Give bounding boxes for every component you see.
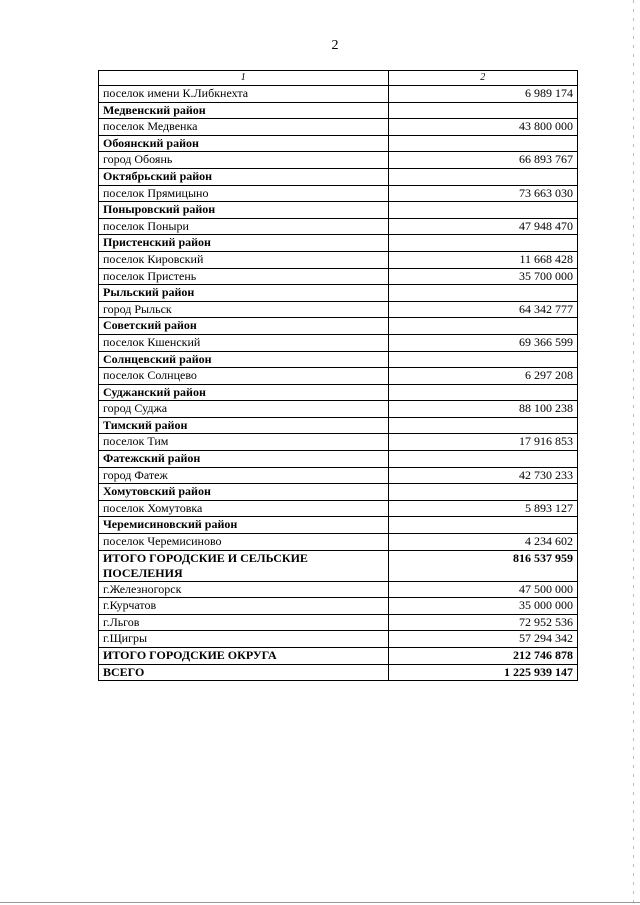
amount-cell: 73 663 030 [388,185,577,202]
district-header-row [99,384,578,401]
page-number: 2 [331,38,339,53]
settlement-name-cell: поселок Пристень [99,268,389,285]
settlement-name-cell: поселок Кировский [99,251,389,268]
table-header-row [99,71,578,86]
amount-cell [388,235,577,252]
table-row [99,251,578,268]
table-row [99,434,578,451]
amount-cell: 43 800 000 [388,119,577,136]
settlement-name-cell: Поныровский район [99,202,389,219]
amount-cell [388,318,577,335]
settlement-name-cell: город Обоянь [99,152,389,169]
table-row [99,119,578,136]
amount-cell: 6 297 208 [388,368,577,385]
amount-cell: 11 668 428 [388,251,577,268]
district-header-row [99,484,578,501]
amount-cell: 4 234 602 [388,534,577,551]
table-row [99,152,578,169]
amount-cell: 88 100 238 [388,401,577,418]
table-row [99,614,578,631]
settlement-name-cell: Пристенский район [99,235,389,252]
district-header-row [99,102,578,119]
table-row [99,581,578,598]
district-header-row [99,417,578,434]
amount-cell: 35 700 000 [388,268,577,285]
settlement-name-cell: Советский район [99,318,389,335]
amount-cell: 6 989 174 [388,86,577,103]
table-row [99,467,578,484]
table-row [99,631,578,648]
settlement-name-cell: город Фатеж [99,467,389,484]
settlement-name-cell: Тимский район [99,417,389,434]
settlement-name-cell: поселок Тим [99,434,389,451]
table-row [99,185,578,202]
total-row [99,664,578,681]
amount-cell [388,285,577,302]
settlement-name-cell: город Рыльск [99,301,389,318]
scan-bottom-edge [0,902,640,903]
amount-cell: 42 730 233 [388,467,577,484]
settlement-name-cell: Медвенский район [99,102,389,119]
settlement-name-cell: поселок имени К.Либкнехта [99,86,389,103]
district-header-row [99,168,578,185]
amount-cell: 5 893 127 [388,500,577,517]
amount-cell: 17 916 853 [388,434,577,451]
settlement-name-cell: г.Льгов [99,614,389,631]
table-row [99,268,578,285]
settlement-name-cell: Обоянский район [99,135,389,152]
amount-cell: 212 746 878 [388,648,577,665]
amount-cell: 57 294 342 [388,631,577,648]
table-row [99,500,578,517]
settlement-name-cell: г.Щигры [99,631,389,648]
settlement-name-cell: поселок Хомутовка [99,500,389,517]
scan-edge-artifact [633,0,634,905]
amount-cell [388,417,577,434]
amount-cell: 1 225 939 147 [388,664,577,681]
total-row [99,648,578,665]
amount-cell [388,168,577,185]
settlement-name-cell: поселок Черемисиново [99,534,389,551]
amount-cell: 72 952 536 [388,614,577,631]
table-row [99,86,578,103]
table-row [99,368,578,385]
amount-cell [388,135,577,152]
district-header-row [99,451,578,468]
settlement-name-cell: поселок Прямицыно [99,185,389,202]
amount-cell [388,384,577,401]
table-row [99,301,578,318]
district-header-row [99,202,578,219]
amount-cell [388,451,577,468]
table-row [99,401,578,418]
district-header-row [99,235,578,252]
settlement-name-cell: поселок Медвенка [99,119,389,136]
settlement-name-cell: Фатежский район [99,451,389,468]
amount-cell: 69 366 599 [388,334,577,351]
settlement-name-cell: поселок Солнцево [99,368,389,385]
district-header-row [99,135,578,152]
amount-cell [388,202,577,219]
amount-cell: 66 893 767 [388,152,577,169]
settlement-name-cell: ВСЕГО [99,664,389,681]
settlement-name-cell: г.Курчатов [99,598,389,615]
district-header-row [99,285,578,302]
amount-cell [388,351,577,368]
settlement-name-cell: ИТОГО ГОРОДСКИЕ И СЕЛЬСКИЕ ПОСЕЛЕНИЯ [99,550,389,581]
settlement-name-cell: Суджанский район [99,384,389,401]
settlement-name-cell: Рыльский район [99,285,389,302]
district-header-row [99,517,578,534]
budget-table [98,70,578,681]
amount-cell: 47 948 470 [388,218,577,235]
settlement-name-cell: г.Железногорск [99,581,389,598]
settlement-name-cell: Октябрьский район [99,168,389,185]
amount-cell: 64 342 777 [388,301,577,318]
amount-cell: 35 000 000 [388,598,577,615]
district-header-row [99,318,578,335]
district-header-row [99,351,578,368]
budget-table-body [99,71,578,681]
total-row [99,550,578,581]
amount-cell: 47 500 000 [388,581,577,598]
settlement-name-cell: поселок Поныри [99,218,389,235]
settlement-name-cell: Солнцевский район [99,351,389,368]
column-header-2: 2 [388,71,577,86]
settlement-name-cell: ИТОГО ГОРОДСКИЕ ОКРУГА [99,648,389,665]
amount-cell [388,517,577,534]
table-row [99,334,578,351]
column-header-1: 1 [99,71,389,86]
settlement-name-cell: город Суджа [99,401,389,418]
settlement-name-cell: поселок Кшенский [99,334,389,351]
amount-cell [388,484,577,501]
settlement-name-cell: Хомутовский район [99,484,389,501]
amount-cell [388,102,577,119]
table-row [99,534,578,551]
settlement-name-cell: Черемисиновский район [99,517,389,534]
table-row [99,218,578,235]
table-row [99,598,578,615]
amount-cell: 816 537 959 [388,550,577,581]
